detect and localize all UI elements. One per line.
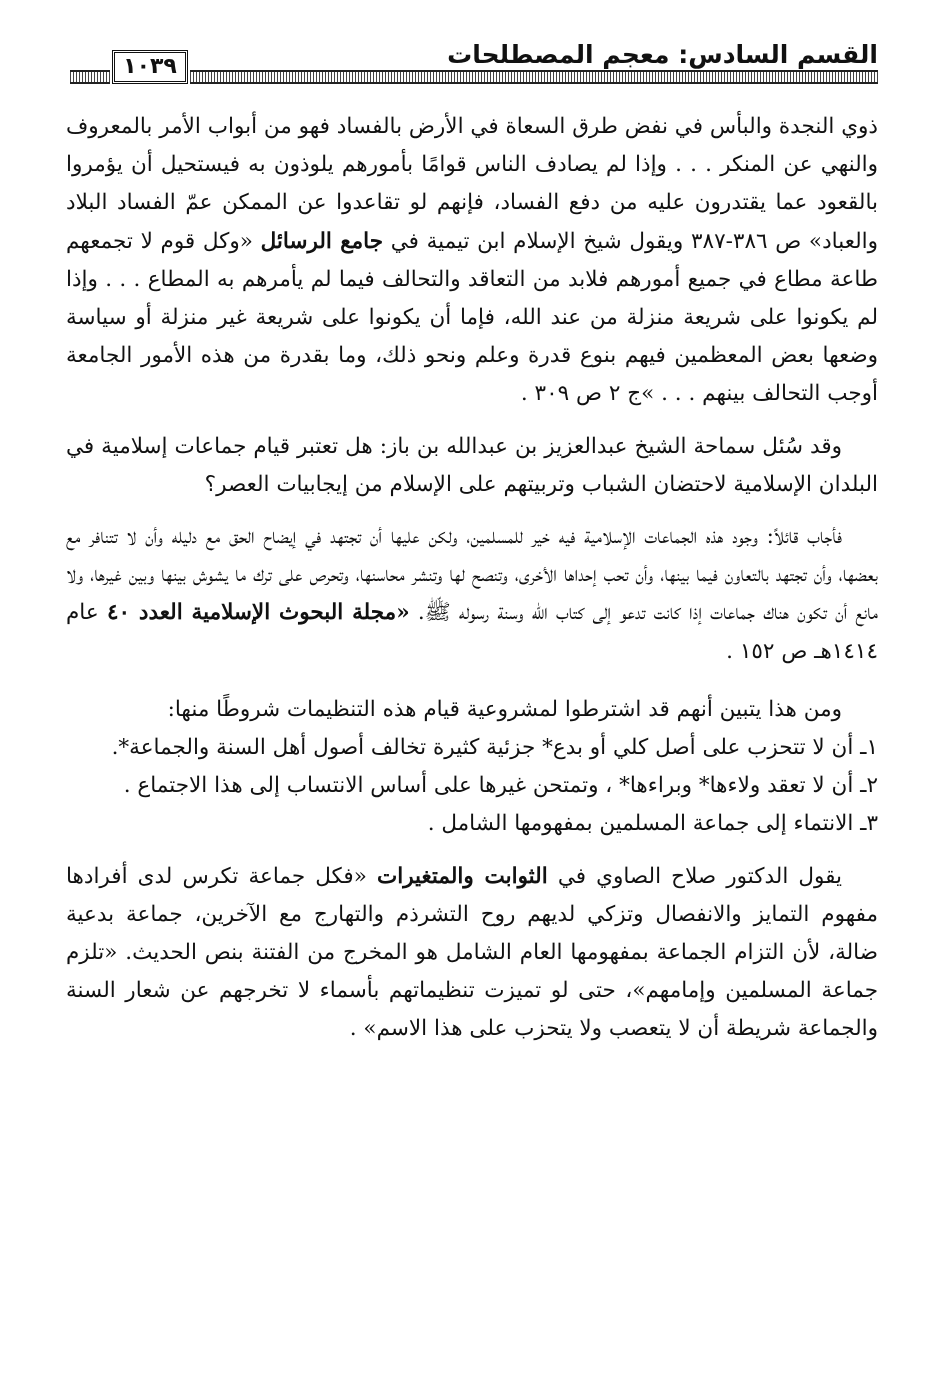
- header-rule-left: [70, 70, 110, 84]
- header-rule: [190, 70, 878, 84]
- paragraph-2-text: وقد سُئل سماحة الشيخ عبدالعزيز بن عبدالله بن باز: هل تعتبر قيام جماعات إسلامية في البلدان الإسلامية لاحتضان الشباب وتربيتهم على الإسلام من إيجابيات العصر؟: [66, 433, 878, 497]
- page-body: [66, 108, 878, 1063]
- condition-item-3: ٣ـ الانتماء إلى جماعة المسلمين بمفهومها الشامل .: [427, 811, 878, 837]
- condition-item-1: ١ـ أن لا تتحزب على أصل كلي أو بدع* جزئية كثيرة تخالف أصول أهل السنة والجماعة*.: [111, 735, 878, 761]
- page-header: [70, 38, 878, 88]
- paragraph-1-quote: «وكل قوم لا تجمعهم طاعة مطاع في جميع أمورهم فلابد من التعاقد والتحالف فيما لم يأمرهم به المطاع . . . وإذا لم يكونوا على شريعة منزلة من عند الله، فإما أن يكونوا على شريعة غير منزلة أو سياسة وضعها بعض المعظمين فيهم بنوع قدرة وعلم ونحو ذلك، وما بقدرة من هذه الأمور الجامعة أوجب التحالف بينهم . . . »ج ٢ ص ٣٠٩ .: [66, 228, 878, 407]
- paragraph-3-citation: عام ١٤١٤هـ ص ١٥٢ .: [66, 600, 878, 664]
- conditions-section: [66, 691, 878, 844]
- conditions-lead: ومن هذا يتبين أنهم قد اشترطوا لمشروعية قيام هذه التنظيمات شروطًا منها:: [167, 696, 842, 722]
- condition-item-2: ٢ـ أن لا تعقد ولاءها* وبراءها* ، وتمتحن غيرها على أساس الانتساب إلى هذا الاجتماع .: [123, 773, 878, 799]
- source-title-majallat-al-buhuth: «مجلة البحوث الإسلامية العدد ٤٠: [106, 600, 410, 626]
- paragraph-1: [66, 108, 878, 414]
- paragraph-3: [66, 518, 878, 671]
- paragraph-1-text: ذوي النجدة والبأس في نفض طرق السعاة في الأرض بالفساد فهو من أبواب الأمر بالمعروف والنهي عن المنكر . . . وإذا لم يصادف الناس قوامًا بأمورهم يلوذون به فيستحيل أن يؤمروا بالقعود عما يقتدرون عليه من دفع الفساد، فإنهم لو تقاعدوا عن الممكن عمّ الفساد البلاد والعباد» ص ٣٨٦-٣٨٧ ويقول شيخ الإسلام ابن تيمية في: [66, 114, 878, 254]
- paragraph-3-text: فأجاب قائلاً: وجود هذه الجماعات الإسلامية فيه خير للمسلمين، ولكن عليها أن تجتهد في إيضاح الحق مع دليله وأن لا تتنافر مع بعضها، وأن تجتهد بالتعاون فيما بينها، وأن تحب إحداها الأخرى، وتنصح لها وتنشر محاسنها، وتحرص على ترك ما يشوش بينها وبين غيرها، ولا مانع أن تكون هناك جماعات إذا كانت تدعو إلى كتاب الله وسنة رسوله ﷺ.: [66, 524, 878, 626]
- paragraph-2: [66, 428, 878, 504]
- page-number: ١٠٣٩: [112, 50, 188, 84]
- paragraph-5: [66, 858, 878, 1049]
- paragraph-5-quote: «فكل جماعة تكرس لدى أفرادها مفهوم التمايز والانفصال وتزكي لديهم روح التشرذم والتهارج مع الآخرين، جماعة بدعية ضالة، لأن التزام الجماعة بمفهومها العام الشامل هو المخرج من الفتنة بنص الحديث. «تلزم جماعة المسلمين وإمامهم»، حتى لو تميزت تنظيماتهم بأسماء لا تخرجهم عن شعار السنة والجماعة شريطة أن لا يتعصب ولا يتحزب على هذا الاسم» .: [66, 863, 878, 1042]
- running-title: القسم السادس: معجم المصطلحات: [447, 40, 878, 69]
- paragraph-5-text: يقول الدكتور صلاح الصاوي في: [557, 863, 842, 889]
- source-title-thawabit: الثوابت والمتغيرات: [376, 863, 548, 889]
- source-title-jami-al-rasail: جامع الرسائل: [260, 228, 383, 254]
